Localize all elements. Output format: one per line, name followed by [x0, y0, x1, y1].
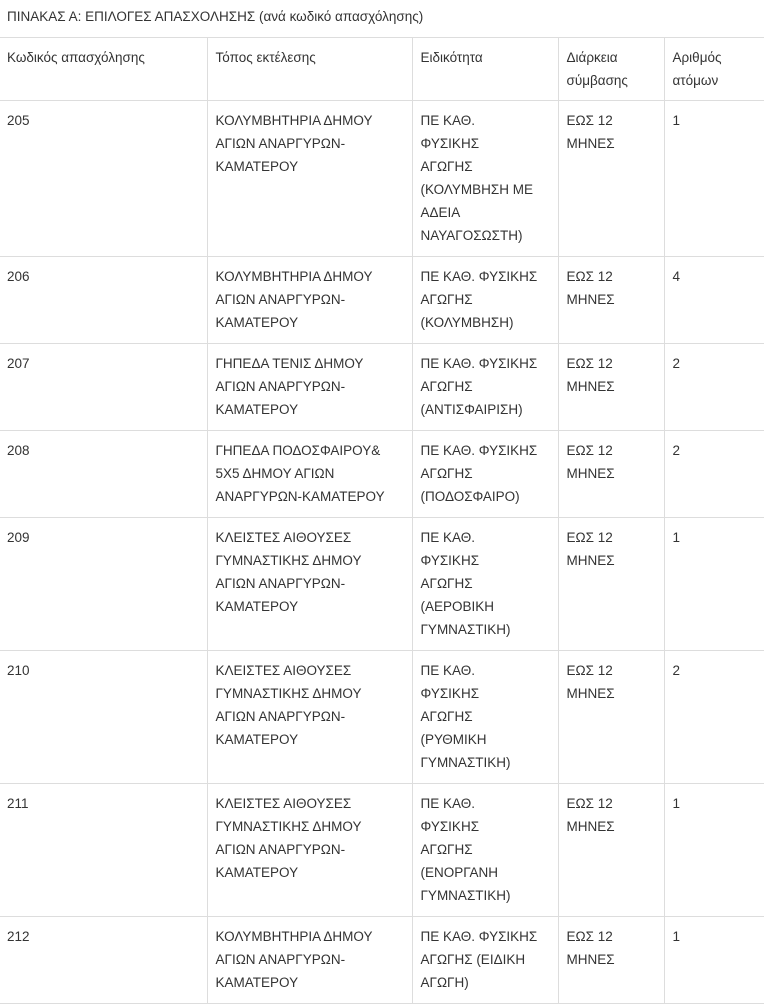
- cell-specialty-text: ΑΓΩΓΗΣ: [420, 842, 473, 857]
- table-row: [0, 431, 764, 518]
- cell-place-text: ΚΑΜΑΤΕΡΟΥ: [215, 315, 299, 330]
- header-count: [664, 38, 764, 101]
- table-row: [0, 917, 764, 1004]
- cell-specialty: [412, 344, 558, 431]
- cell-count: [664, 101, 764, 257]
- cell-specialty-text: ΓΥΜΝΑΣΤΙΚΗ): [420, 755, 511, 770]
- cell-place-text: ΑΓΙΩΝ ΑΝΑΡΓΥΡΩΝ-: [215, 292, 346, 307]
- cell-count-text: 4: [672, 269, 681, 284]
- cell-specialty-text: ΑΓΩΓΗΣ: [420, 466, 473, 481]
- cell-count-text: 1: [672, 929, 681, 944]
- cell-specialty-text: ΠΕ ΚΑΘ. ΦΥΣΙΚΗΣ: [420, 356, 538, 371]
- header-text-line: Διάρκεια: [566, 50, 618, 65]
- cell-place-text: ΓΥΜΝΑΣΤΙΚΗΣ ΔΗΜΟΥ: [215, 553, 362, 568]
- cell-place-text: ΚΑΜΑΤΕΡΟΥ: [215, 159, 299, 174]
- cell-specialty-text: ΑΓΩΓΗΣ: [420, 576, 473, 591]
- cell-place: [207, 101, 412, 257]
- cell-specialty-text: ΑΓΩΓΗ): [420, 975, 469, 990]
- cell-specialty: [412, 784, 558, 917]
- cell-specialty: [412, 917, 558, 1004]
- cell-place: [207, 431, 412, 518]
- cell-duration: [558, 518, 664, 651]
- cell-count-text: 2: [672, 663, 681, 678]
- header-specialty: [412, 38, 558, 101]
- cell-count: [664, 651, 764, 784]
- cell-place: [207, 344, 412, 431]
- header-text-line: Αριθμός: [672, 50, 722, 65]
- table-row: [0, 651, 764, 784]
- table-caption: ΠΙΝΑΚΑΣ Α: ΕΠΙΛΟΓΕΣ ΑΠΑΣΧΟΛΗΣΗΣ (ανά κωδικό απασχόλησης): [7, 9, 424, 24]
- cell-specialty-text: ΠΕ ΚΑΘ. ΦΥΣΙΚΗΣ: [420, 929, 538, 944]
- cell-place: [207, 651, 412, 784]
- cell-place-text: ΓΗΠΕΔΑ ΠΟΔΟΣΦΑΙΡΟΥ&: [215, 443, 381, 458]
- cell-specialty: [412, 257, 558, 344]
- cell-place-text: ΚΑΜΑΤΕΡΟΥ: [215, 599, 299, 614]
- cell-duration-text: ΕΩΣ 12: [566, 929, 613, 944]
- cell-place-text: 5Χ5 ΔΗΜΟΥ ΑΓΙΩΝ: [215, 466, 335, 481]
- cell-count: [664, 431, 764, 518]
- cell-specialty-text: ΦΥΣΙΚΗΣ: [420, 819, 480, 834]
- cell-duration-text: ΕΩΣ 12: [566, 113, 613, 128]
- cell-place-text: ΑΝΑΡΓΥΡΩΝ-ΚΑΜΑΤΕΡΟΥ: [215, 489, 385, 504]
- cell-specialty: [412, 518, 558, 651]
- cell-place: [207, 917, 412, 1004]
- cell-duration: [558, 651, 664, 784]
- cell-duration-text: ΕΩΣ 12: [566, 269, 613, 284]
- cell-duration-text: ΜΗΝΕΣ: [566, 466, 615, 481]
- cell-specialty: [412, 651, 558, 784]
- cell-place-text: ΓΥΜΝΑΣΤΙΚΗΣ ΔΗΜΟΥ: [215, 686, 362, 701]
- header-text-line: σύμβασης: [566, 73, 628, 88]
- cell-specialty-text: ΦΥΣΙΚΗΣ: [420, 686, 480, 701]
- cell-duration: [558, 917, 664, 1004]
- cell-place-text: ΑΓΙΩΝ ΑΝΑΡΓΥΡΩΝ-: [215, 379, 346, 394]
- cell-specialty-text: ΑΓΩΓΗΣ (ΕΙΔΙΚΗ: [420, 952, 526, 967]
- table-row: [0, 101, 764, 257]
- cell-duration-text: ΜΗΝΕΣ: [566, 952, 615, 967]
- cell-duration-text: ΕΩΣ 12: [566, 796, 613, 811]
- cell-duration: [558, 431, 664, 518]
- header-row: [0, 38, 764, 101]
- cell-duration: [558, 344, 664, 431]
- cell-specialty-text: (ΑΝΤΙΣΦΑΙΡΙΣΗ): [420, 402, 523, 417]
- cell-specialty-text: ΠΕ ΚΑΘ.: [420, 796, 475, 811]
- cell-code: [0, 518, 207, 651]
- cell-count-text: 1: [672, 796, 681, 811]
- cell-count: [664, 917, 764, 1004]
- cell-code: [0, 784, 207, 917]
- cell-code: [0, 431, 207, 518]
- cell-place-text: ΚΑΜΑΤΕΡΟΥ: [215, 732, 299, 747]
- cell-duration-text: ΕΩΣ 12: [566, 443, 613, 458]
- cell-place-text: ΚΟΛΥΜΒΗΤΗΡΙΑ ΔΗΜΟΥ: [215, 113, 373, 128]
- table-row: [0, 518, 764, 651]
- cell-duration-text: ΜΗΝΕΣ: [566, 379, 615, 394]
- cell-code: [0, 651, 207, 784]
- header-text-line: Ειδικότητα: [420, 50, 483, 65]
- cell-place-text: ΚΑΜΑΤΕΡΟΥ: [215, 865, 299, 880]
- table-row: [0, 257, 764, 344]
- cell-specialty-text: (ΚΟΛΥΜΒΗΣΗ ΜΕ: [420, 182, 533, 197]
- cell-place-text: ΑΓΙΩΝ ΑΝΑΡΓΥΡΩΝ-: [215, 136, 346, 151]
- cell-place-text: ΚΛΕΙΣΤΕΣ ΑΙΘΟΥΣΕΣ: [215, 530, 352, 545]
- cell-place-text: ΚΑΜΑΤΕΡΟΥ: [215, 975, 299, 990]
- cell-code: [0, 344, 207, 431]
- cell-place-text: ΑΓΙΩΝ ΑΝΑΡΓΥΡΩΝ-: [215, 576, 346, 591]
- cell-code: [0, 917, 207, 1004]
- cell-duration: [558, 257, 664, 344]
- cell-specialty-text: ΑΓΩΓΗΣ: [420, 159, 473, 174]
- cell-specialty-text: ΠΕ ΚΑΘ.: [420, 663, 475, 678]
- cell-duration-text: ΕΩΣ 12: [566, 530, 613, 545]
- cell-specialty-text: ΑΔΕΙΑ: [420, 205, 461, 220]
- cell-code: [0, 101, 207, 257]
- cell-duration: [558, 101, 664, 257]
- cell-specialty-text: ΑΓΩΓΗΣ: [420, 292, 473, 307]
- header-place: [207, 38, 412, 101]
- cell-duration-text: ΕΩΣ 12: [566, 663, 613, 678]
- cell-code-text: 206: [7, 269, 30, 284]
- header-text-line: Τόπος εκτέλεσης: [215, 50, 316, 65]
- cell-place-text: ΑΓΙΩΝ ΑΝΑΡΓΥΡΩΝ-: [215, 842, 346, 857]
- cell-place-text: ΓΥΜΝΑΣΤΙΚΗΣ ΔΗΜΟΥ: [215, 819, 362, 834]
- table-header: [0, 38, 764, 101]
- cell-specialty-text: ΠΕ ΚΑΘ. ΦΥΣΙΚΗΣ: [420, 269, 538, 284]
- cell-count-text: 2: [672, 356, 681, 371]
- table-body: [0, 101, 764, 1004]
- cell-specialty-text: (ΡΥΘΜΙΚΗ: [420, 732, 487, 747]
- cell-place-text: ΚΛΕΙΣΤΕΣ ΑΙΘΟΥΣΕΣ: [215, 663, 352, 678]
- cell-count: [664, 257, 764, 344]
- cell-code-text: 212: [7, 929, 30, 944]
- cell-place-text: ΚΟΛΥΜΒΗΤΗΡΙΑ ΔΗΜΟΥ: [215, 929, 373, 944]
- cell-code-text: 211: [7, 796, 29, 811]
- cell-specialty-text: ΓΥΜΝΑΣΤΙΚΗ): [420, 888, 511, 903]
- cell-specialty-text: ΠΕ ΚΑΘ.: [420, 113, 475, 128]
- cell-duration-text: ΕΩΣ 12: [566, 356, 613, 371]
- cell-specialty-text: (ΕΝΟΡΓΑΝΗ: [420, 865, 498, 880]
- cell-duration-text: ΜΗΝΕΣ: [566, 553, 615, 568]
- cell-duration: [558, 784, 664, 917]
- cell-specialty-text: ΑΓΩΓΗΣ: [420, 709, 473, 724]
- cell-specialty-text: (ΠΟΔΟΣΦΑΙΡΟ): [420, 489, 520, 504]
- cell-specialty-text: ΠΕ ΚΑΘ.: [420, 530, 475, 545]
- table-row: [0, 344, 764, 431]
- cell-code-text: 208: [7, 443, 30, 458]
- cell-specialty-text: (ΑΕΡΟΒΙΚΗ: [420, 599, 495, 614]
- table-row: [0, 784, 764, 917]
- cell-place-text: ΚΑΜΑΤΕΡΟΥ: [215, 402, 299, 417]
- cell-count-text: 1: [672, 530, 681, 545]
- cell-specialty-text: ΦΥΣΙΚΗΣ: [420, 136, 480, 151]
- cell-place-text: ΑΓΙΩΝ ΑΝΑΡΓΥΡΩΝ-: [215, 709, 346, 724]
- cell-specialty-text: ΑΓΩΓΗΣ: [420, 379, 473, 394]
- cell-code-text: 205: [7, 113, 30, 128]
- cell-specialty-text: ΝΑΥΑΓΟΣΩΣΤΗ): [420, 228, 523, 243]
- cell-duration-text: ΜΗΝΕΣ: [566, 686, 615, 701]
- cell-place: [207, 518, 412, 651]
- cell-specialty: [412, 101, 558, 257]
- cell-duration-text: ΜΗΝΕΣ: [566, 136, 615, 151]
- cell-count: [664, 518, 764, 651]
- cell-specialty-text: ΓΥΜΝΑΣΤΙΚΗ): [420, 622, 511, 637]
- cell-count: [664, 784, 764, 917]
- cell-code: [0, 257, 207, 344]
- cell-specialty-text: (ΚΟΛΥΜΒΗΣΗ): [420, 315, 514, 330]
- cell-code-text: 210: [7, 663, 30, 678]
- header-text-line: ατόμων: [672, 73, 719, 88]
- cell-duration-text: ΜΗΝΕΣ: [566, 292, 615, 307]
- header-code: [0, 38, 207, 101]
- header-text-line: Κωδικός απασχόλησης: [7, 50, 145, 65]
- cell-duration-text: ΜΗΝΕΣ: [566, 819, 615, 834]
- cell-count-text: 2: [672, 443, 681, 458]
- cell-specialty: [412, 431, 558, 518]
- cell-place: [207, 784, 412, 917]
- cell-specialty-text: ΠΕ ΚΑΘ. ΦΥΣΙΚΗΣ: [420, 443, 538, 458]
- cell-place: [207, 257, 412, 344]
- cell-code-text: 209: [7, 530, 30, 545]
- cell-place-text: ΑΓΙΩΝ ΑΝΑΡΓΥΡΩΝ-: [215, 952, 346, 967]
- cell-place-text: ΚΟΛΥΜΒΗΤΗΡΙΑ ΔΗΜΟΥ: [215, 269, 373, 284]
- cell-count-text: 1: [672, 113, 681, 128]
- header-duration: [558, 38, 664, 101]
- cell-code-text: 207: [7, 356, 30, 371]
- cell-place-text: ΓΗΠΕΔΑ ΤΕΝΙΣ ΔΗΜΟΥ: [215, 356, 364, 371]
- cell-specialty-text: ΦΥΣΙΚΗΣ: [420, 553, 480, 568]
- cell-place-text: ΚΛΕΙΣΤΕΣ ΑΙΘΟΥΣΕΣ: [215, 796, 352, 811]
- cell-count: [664, 344, 764, 431]
- employment-options-table: [0, 37, 764, 1004]
